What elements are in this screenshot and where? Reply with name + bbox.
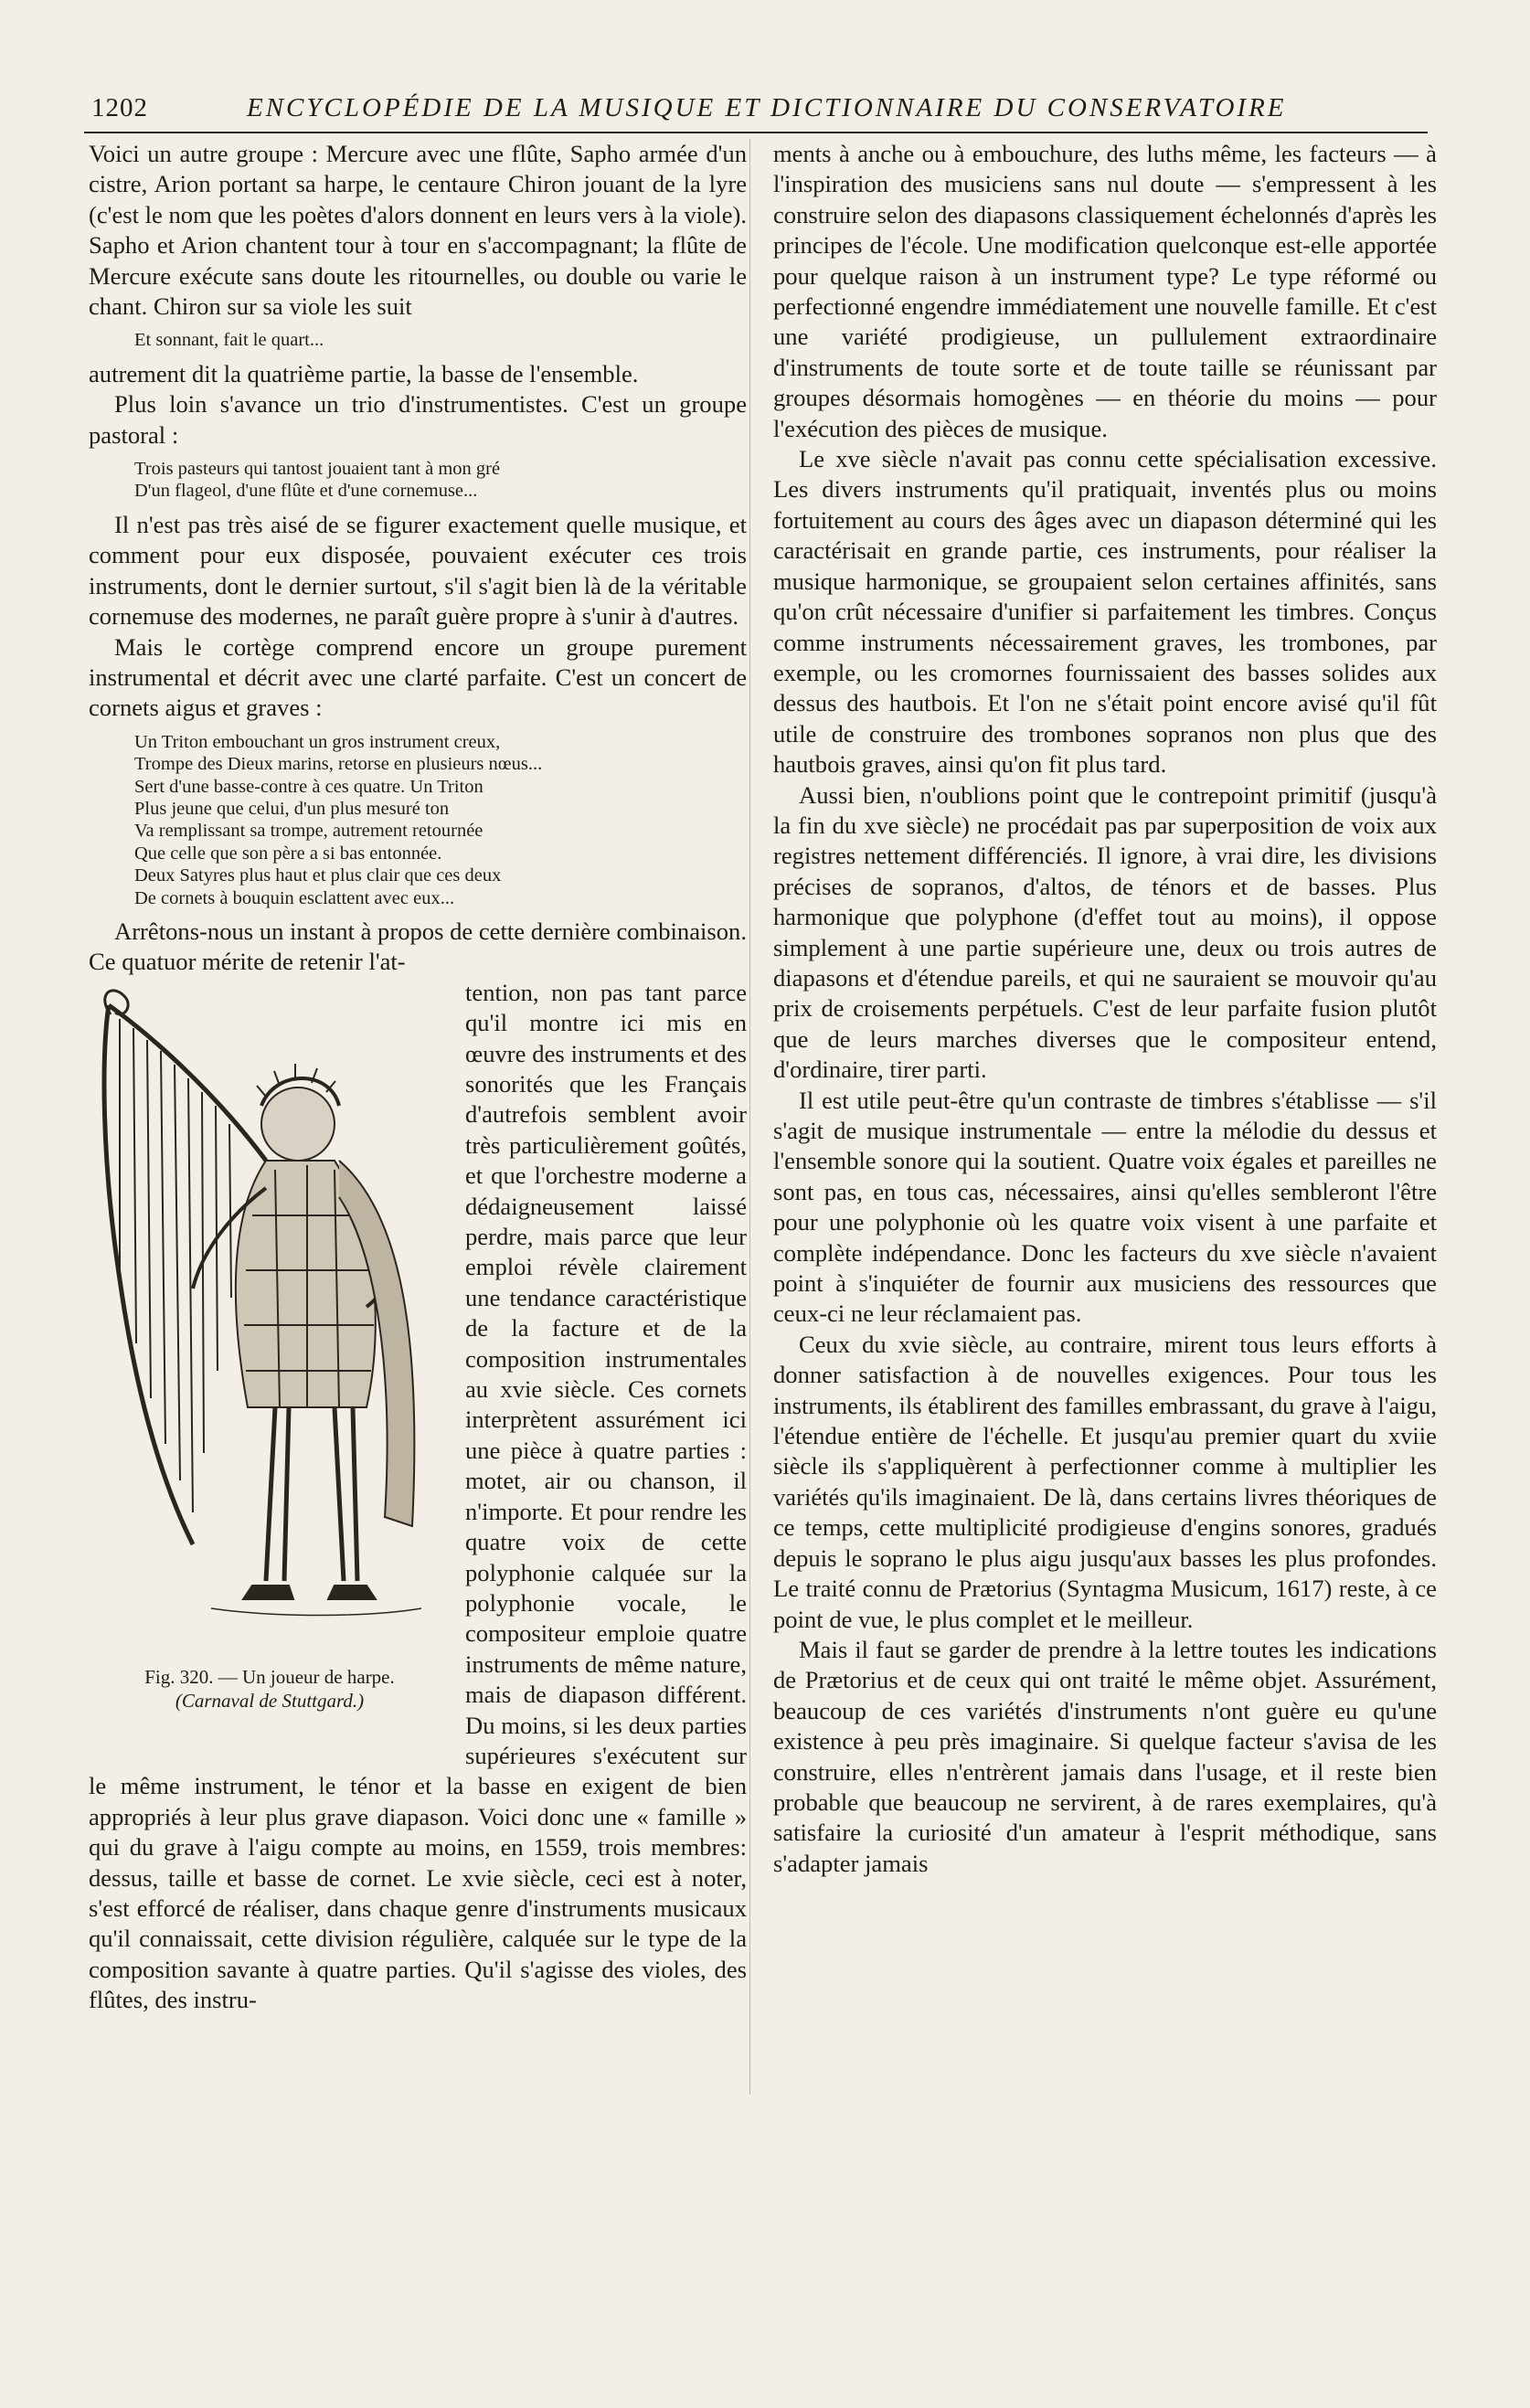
left-column <box>89 139 747 2016</box>
paragraph: Il est utile peut-être qu'un contraste de timbres s'établisse — s'il s'agit de musique instrumentale — entre la mélodie du dessus et l'ensemble sonore qui la soutient. Quatre voix égales et pareilles ne sont pas, en tous cas, nécessaires, ainsi qu'elles sembleront l'être pour une polyphonie où les quatre voix visent à une parfaite et complète indépendance. Donc les facteurs du xve siècle n'avaient point à s'inquiéter de fournir aux musiciens des ressources que ceux-ci ne leur réclamaient pas. <box>773 1086 1437 1328</box>
page-header <box>91 91 1428 132</box>
verse-line: Va remplissant sa trompe, autrement retournée <box>134 821 483 842</box>
paragraph: ments à anche ou à embouchure, des luths même, les facteurs — à l'inspiration des musiciens sans nul doute — s'empressent à les construire selon des diapasons classiquement échelonnés d'après les principes de l'école. Une modification quelconque est-elle apportée pour quelque raison à un instrument type? Le type réformé ou perfectionné engendre immédiatement une nouvelle famille. Et c'est une variété prodigieuse, un pullulement extraordinaire d'instruments de toute sorte et de toute taille se réunissant par groupes désormais homogènes — en théorie du moins — pour l'exécution des pièces de musique. <box>773 140 1437 442</box>
caption-source: (Carnaval de Stuttgard.) <box>175 1689 365 1712</box>
verse-line: Deux Satyres plus haut et plus clair que ces deux <box>134 865 502 886</box>
verse-quote-2 <box>134 458 747 503</box>
verse-line: Que celle que son père a si bas entonnée. <box>134 843 442 864</box>
verse-line: Un Triton embouchant un gros instrument creux, <box>134 731 501 752</box>
verse-line: Et sonnant, fait le quart... <box>134 330 324 351</box>
right-column <box>773 139 1437 1879</box>
paragraph: Ceux du xvie siècle, au contraire, mirent tous leurs efforts à donner satisfaction à de nouvelles exigences. Pour tous les instruments, ils établirent des familles embrassant, du grave à l'aigu, l'étendue entière de l'échelle. Et jusqu'au premier quart du xviie siècle ils s'appliquèrent à perfectionner comme à multiplier les variétés qu'ils imaginaient. De là, dans certains livres théoriques de ce temps, cette multiplicité prodigieuse d'engins sonores, gradués depuis le soprano le plus aigu jusqu'aux basses les plus profondes. Le traité connu de Prætorius (Syntagma Musicum, 1617) reste, à ce point de vue, le plus complet et le meilleur. <box>773 1330 1437 1633</box>
paragraph: tention, non pas tant parce qu'il montre ici mis en œuvre des instruments et des sonorités que les Français d'autrefois semblent avoir très particulièrement goûtés, et que l'orchestre moderne a dédaigneusement laissé perdre, mais parce que leur emploi révèle clairement une tendance caractéristique de la facture et de la composition instrumentales au xvie siècle. Ces cornets interprètent assurément ici une pièce à quatre parties : motet, air ou chanson, il n'importe. Et pour rendre les quatre voix de cette polyphonie calquée sur la polyphonie vocale, le compositeur emploie quatre instruments de même nature, mais de diapason différent. Du moins, si les deux parties supérieures s'exécutent sur le même instrument, le ténor et la basse en exigent de bien appropriés à leur plus grave diapason. Voici donc une « famille » qui du grave à l'aigu compte au moins, en 1559, trois membres: dessus, taille et basse de cornet. Le xvie siècle, ceci est à noter, s'est efforcé de réaliser, dans chaque genre d'instruments musicaux qu'il connaissait, cette division régulière, calquée sur le type de la composition savante à quatre parties. Qu'il s'agisse des violes, des flûtes, des instru- <box>89 978 747 2014</box>
header-rule <box>84 132 1428 133</box>
paragraph: Mais il faut se garder de prendre à la lettre toutes les indications de Prætorius et de ceux qui ont traité le même objet. Assurément, beaucoup de ces variétés d'instruments n'ont guère eu qu'une existence à peu près imaginaire. Si quelque facteur s'avisa de les construire, elles n'entrèrent jamais dans l'usage, et il reste bien probable que beaucoup ne servirent, à de rares exemplaires, qu'à satisfaire la curiosité d'un amateur à l'esprit méthodique, sans s'adapter jamais <box>773 1635 1437 1877</box>
verse-line: De cornets à bouquin esclattent avec eux... <box>134 887 455 908</box>
running-title: ENCYCLOPÉDIE DE LA MUSIQUE ET DICTIONNAIRE DU CONSERVATOIRE <box>247 93 1287 122</box>
paragraph: Plus loin s'avance un trio d'instrumentistes. C'est un groupe pastoral : <box>89 390 747 449</box>
verse-line: Trois pasteurs qui tantost jouaient tant à mon gré <box>134 459 501 480</box>
column-divider <box>749 139 750 2095</box>
verse-line: D'un flageol, d'une flûte et d'une cornemuse... <box>134 481 478 502</box>
verse-line: Plus jeune que celui, d'un plus mesuré ton <box>134 798 450 819</box>
paragraph: Voici un autre groupe : Mercure avec une flûte, Sapho armée d'un cistre, Arion portant sa harpe, le centaure Chiron jouant de la lyre (c'est le nom que les poètes d'alors donnent en leurs vers à la viole). Sapho et Arion chantent tour à tour en s'accompagnant; la flûte de Mercure exécute sans doute les ritournelles, ou double ou varie le chant. Chiron sur sa viole les suit <box>89 140 748 321</box>
caption-text: Fig. 320. — Un joueur de harpe. <box>144 1665 395 1688</box>
page-number: 1202 <box>91 93 148 122</box>
figure-caption <box>83 1665 456 1713</box>
paragraph: Mais le cortège comprend encore un groupe purement instrumental et décrit avec une clarté parfaite. C'est un concert de cornets aigus et graves : <box>89 632 747 722</box>
figure-harp-player <box>83 978 456 1747</box>
paragraph: Le xve siècle n'avait pas connu cette spécialisation excessive. Les divers instruments qu'il pratiquait, inventés plus ou moins fortuitement au cours des âges avec un diapason déterminé qui les caractérisait en grande partie, ces instruments, pour réaliser la musique harmonique, se groupaient selon certaines affinités, sans qu'on crût nécessaire d'unifier si parfaitement les timbres. Conçus comme instruments nécessairement graves, les trombones, par exemple, ou les cromornes fournissaient des basses solides aux dessus des hautbois. Et l'on ne s'était point encore avisé qu'il fût utile de construire des trombones sopranos non plus que des hautbois graves, ainsi qu'on fit plus tard. <box>773 445 1437 779</box>
paragraph: autrement dit la quatrième partie, la basse de l'ensemble. <box>89 359 639 387</box>
verse-line: Sert d'une basse-contre à ces quatre. Un Triton <box>134 776 483 797</box>
harp-player-engraving <box>92 978 458 1654</box>
paragraph: Aussi bien, n'oublions point que le contrepoint primitif (jusqu'à la fin du xve siècle) ne procédait pas par superposition de voix aux registres nettement différenciés. Il ignore, à vrai dire, les divisions précises de sopranos, d'altos, de ténors et de basses. Plus harmonique que polyphone (d'effet tout au moins), il oppose simplement à une partie supérieure une, deux ou trois autres de diapasons et d'étendue pareils, et qui ne sauraient se mouvoir qu'au prix de croisements perpétuels. C'est de leur parfaite fusion plutôt que de leurs marches diverses que le compositeur entend, d'ordinaire, tirer parti. <box>773 780 1437 1084</box>
verse-quote-3 <box>134 731 747 909</box>
verse-line: Trompe des Dieux marins, retorse en plusieurs nœus... <box>134 754 543 775</box>
paragraph: Il n'est pas très aisé de se figurer exactement quelle musique, et comment pour eux disposée, pouvaient exécuter ces trois instruments, dont le dernier surtout, s'il s'agit bien là de la véritable cornemuse des modernes, ne paraît guère propre à s'unir à d'autres. <box>89 510 747 631</box>
verse-quote-1 <box>134 329 747 351</box>
paragraph: Arrêtons-nous un instant à propos de cette dernière combinaison. Ce quatuor mérite de retenir l'at- <box>89 917 747 976</box>
